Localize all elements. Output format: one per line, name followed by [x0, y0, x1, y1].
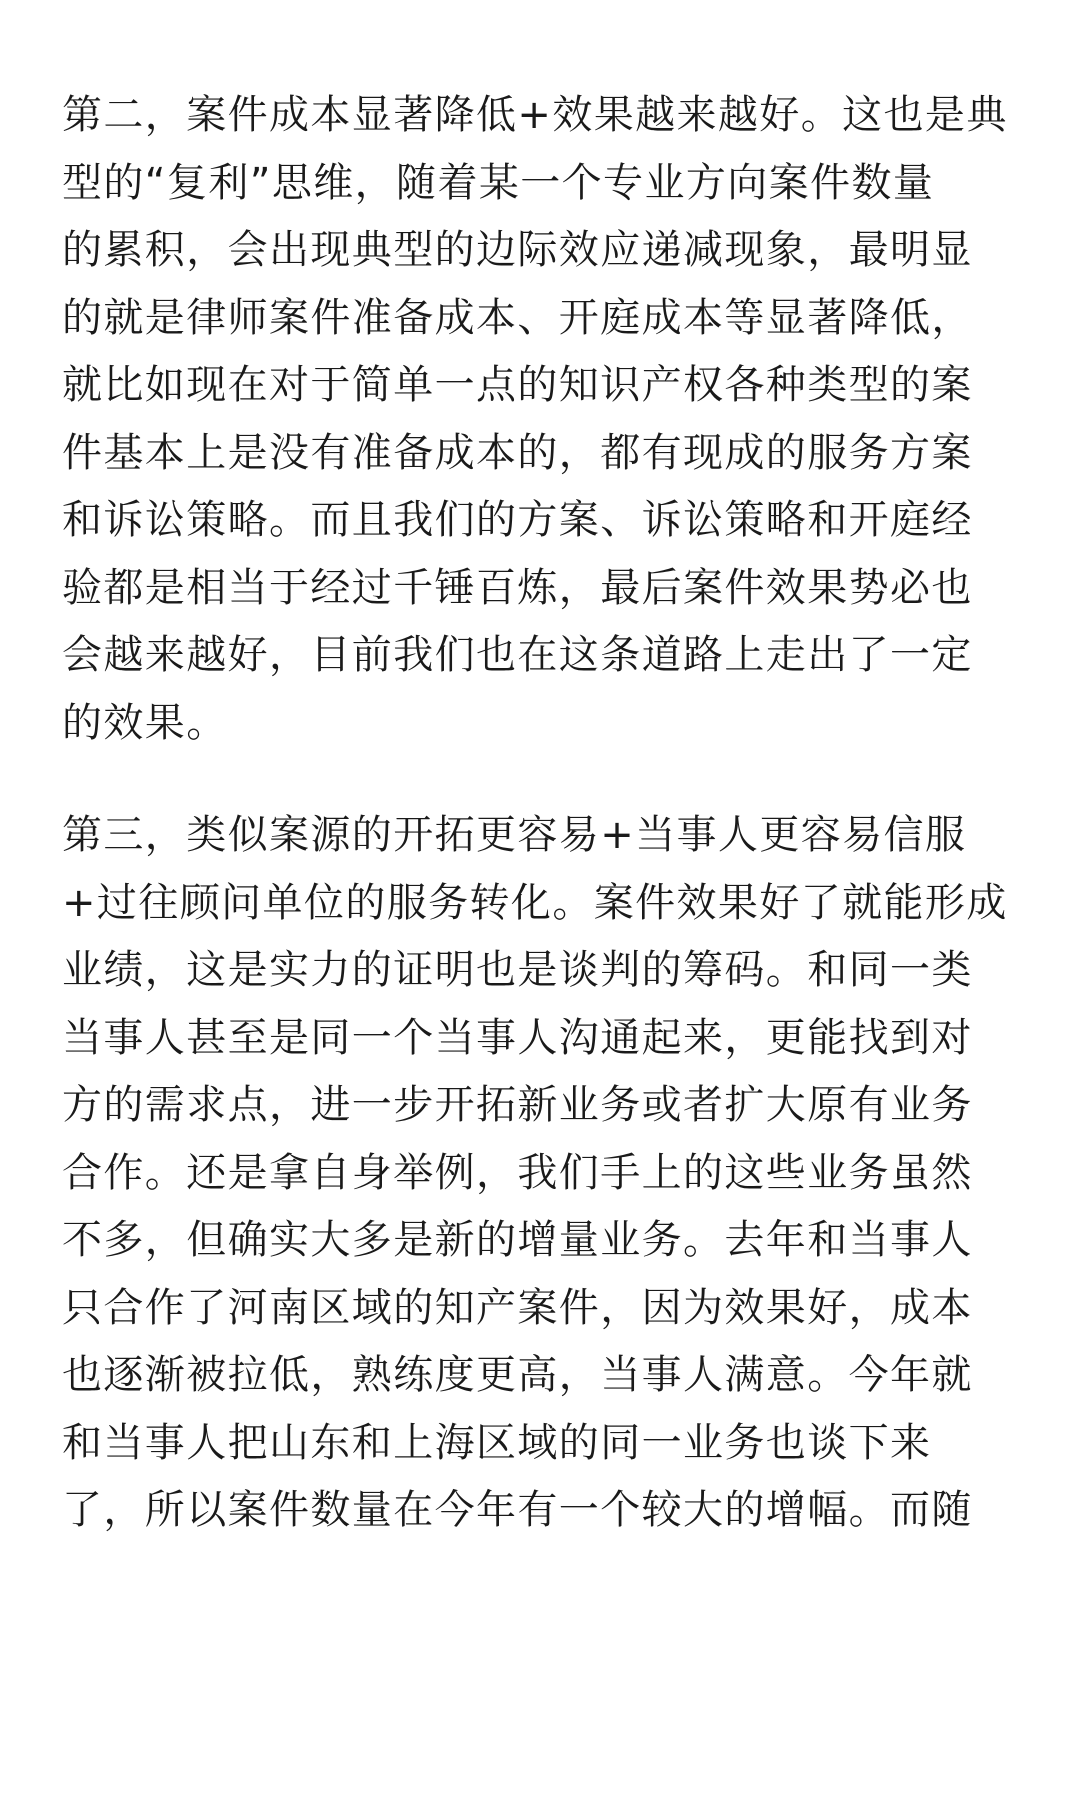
text-line: 当事人甚至是同一个当事人沟通起来，更能找到对	[62, 1014, 973, 1061]
text-line: 的累积，会出现典型的边际效应递减现象，最明显	[62, 227, 973, 273]
text-line: 第三，类似案源的开拓更容易+当事人更容易信服	[62, 812, 967, 858]
text-line: 方的需求点，进一步开拓新业务或者扩大原有业务	[62, 1082, 973, 1128]
paragraph-third-point	[0, 802, 1080, 1545]
paragraph-second-point	[0, 82, 1080, 757]
text-line: 不多，但确实大多是新的增量业务。去年和当事人	[62, 1217, 973, 1263]
text-line: 就比如现在对于简单一点的知识产权各种类型的案	[62, 362, 973, 408]
text-line: 验都是相当于经过千锤百炼，最后案件效果势必也	[62, 564, 973, 611]
text-line: 合作。还是拿自身举例，我们手上的这些业务虽然	[62, 1149, 973, 1196]
text-line: 也逐渐被拉低，熟练度更高，当事人满意。今年就	[62, 1352, 973, 1398]
text-line: 和当事人把山东和上海区域的同一业务也谈下来	[62, 1419, 932, 1466]
text-line: 的效果。	[62, 699, 228, 746]
text-line: 了，所以案件数量在今年有一个较大的增幅。而随	[62, 1487, 973, 1533]
text-line: 业绩，这是实力的证明也是谈判的筹码。和同一类	[62, 947, 973, 993]
text-line: 件基本上是没有准备成本的，都有现成的服务方案	[62, 429, 973, 476]
text-line: +过往顾问单位的服务转化。案件效果好了就能形成	[62, 879, 1008, 926]
text-line: 会越来越好，目前我们也在这条道路上走出了一定	[62, 632, 973, 678]
text-line: 只合作了河南区域的知产案件，因为效果好，成本	[62, 1284, 973, 1331]
text-line: 第二，案件成本显著降低+效果越来越好。这也是典	[62, 92, 1008, 138]
text-line: 的就是律师案件准备成本、开庭成本等显著降低，	[62, 294, 973, 341]
text-line: 和诉讼策略。而且我们的方案、诉讼策略和开庭经	[62, 497, 973, 543]
text-line: 型的“复利”思维，随着某一个专业方向案件数量	[62, 159, 935, 206]
article-body	[0, 82, 1080, 1590]
